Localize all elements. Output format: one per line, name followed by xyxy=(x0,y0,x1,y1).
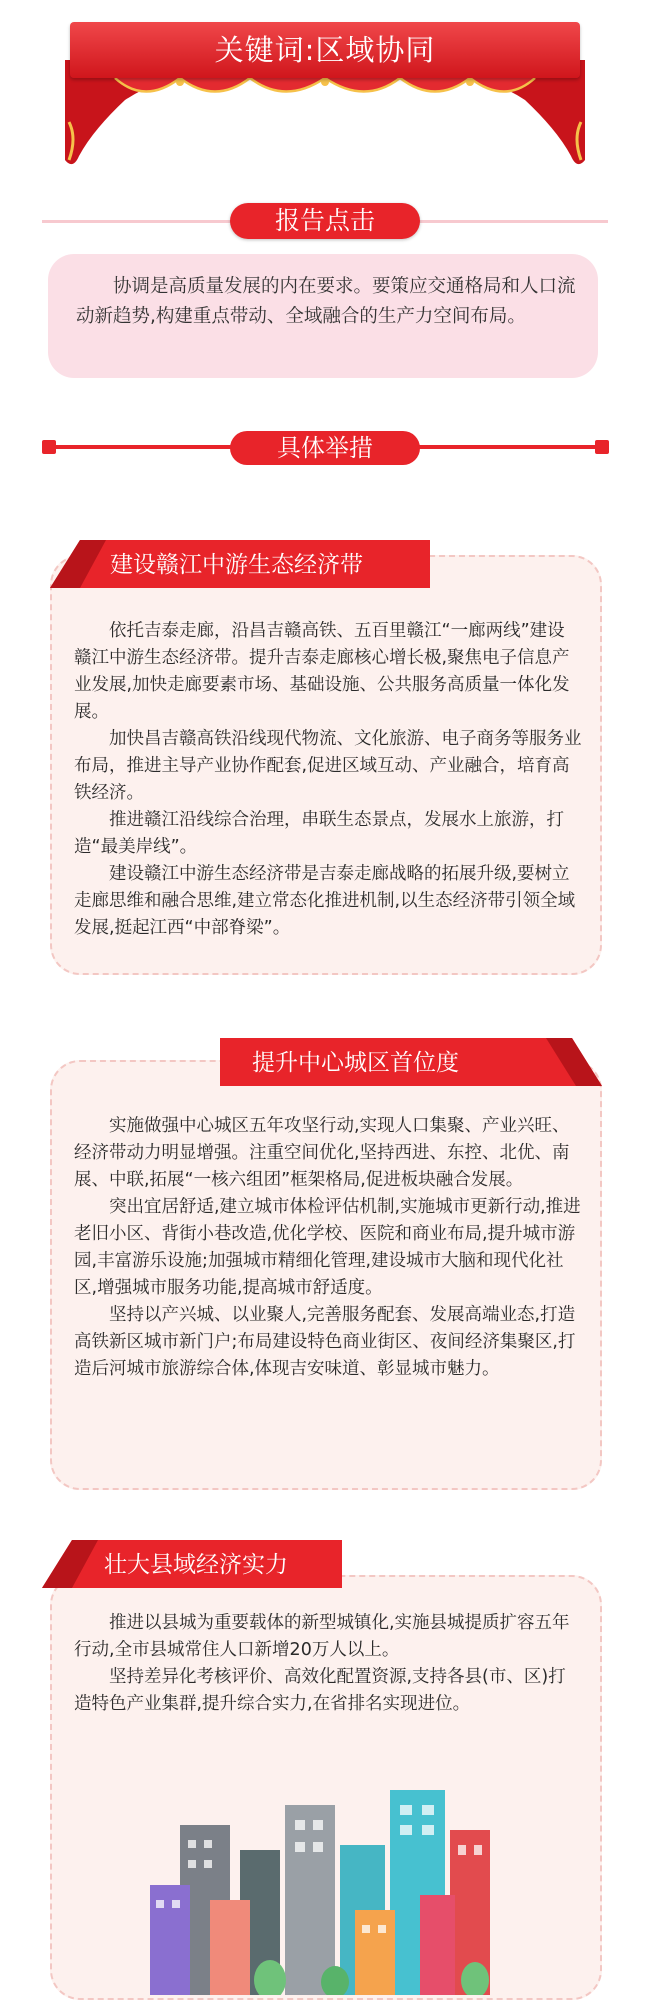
section-title: 壮大县域经济实力 xyxy=(104,1552,288,1578)
section-title: 提升中心城区首位度 xyxy=(252,1050,459,1076)
divider-cap xyxy=(42,440,56,454)
paragraph: 坚持差异化考核评价、高效化配置资源,支持各县(市、区)打造特色产业集群,提升综合实力,在省排名实现进位。 xyxy=(74,1667,566,1714)
city-skyline-illustration xyxy=(150,1790,500,1995)
section-body xyxy=(74,1610,582,1718)
divider-cap xyxy=(595,440,609,454)
report-text: 协调是高质量发展的内在要求。要策应交通格局和人口流动新趋势,构建重点带动、全域融合的生产力空间布局。 xyxy=(76,276,576,327)
page-title: 关键词:区域协同 xyxy=(214,33,436,67)
paragraph: 坚持以产兴城、以业聚人,完善服务配套、发展高端业态,打造高铁新区城市新门户;布局建设特色商业街区、夜间经济集聚区,打造后河城市旅游综合体,体现吉安味道、彰显城市魅力。 xyxy=(74,1305,576,1379)
section-body xyxy=(74,1113,582,1383)
paragraph: 加快昌吉赣高铁沿线现代物流、文化旅游、电子商务等服务业布局，推进主导产业协作配套,促进区域互动、产业融合，培育高铁经济。 xyxy=(74,729,582,803)
paragraph: 实施做强中心城区五年攻坚行动,实现人口集聚、产业兴旺、经济带动力明显增强。注重空间优化,坚持西进、东控、北优、南展、中联,拓展“一核六组团”框架格局,促进板块融合发展。 xyxy=(74,1116,570,1190)
measures-label: 具体举措 xyxy=(230,431,420,465)
paragraph: 推进赣江沿线综合治理，串联生态景点，发展水上旅游，打造“最美岸线”。 xyxy=(74,810,564,857)
paragraph: 推进以县城为重要载体的新型城镇化,实施县城提质扩容五年行动,全市县城常住人口新增20万人以上。 xyxy=(74,1613,570,1660)
report-label: 报告点击 xyxy=(230,203,420,239)
section-title: 建设赣江中游生态经济带 xyxy=(110,552,363,578)
paragraph: 依托吉泰走廊，沿昌吉赣高铁、五百里赣江“一廊两线”建设赣江中游生态经济带。提升吉泰走廊核心增长极,聚焦电子信息产业发展,加快走廊要素市场、基础设施、公共服务高质量一体化发展。 xyxy=(74,621,570,722)
paragraph: 突出宜居舒适,建立城市体检评估机制,实施城市更新行动,推进老旧小区、背街小巷改造,优化学校、医院和商业布局,提升城市游园,丰富游乐设施;加强城市精细化管理,建设城市大脑和现代化社区,增强城市服务功能,提高城市舒适度。 xyxy=(74,1197,581,1298)
section-body xyxy=(74,618,582,942)
paragraph: 建设赣江中游生态经济带是吉泰走廊战略的拓展升级,要树立走廊思维和融合思维,建立常态化推进机制,以生态经济带引领全域发展,挺起江西“中部脊梁”。 xyxy=(74,864,576,938)
